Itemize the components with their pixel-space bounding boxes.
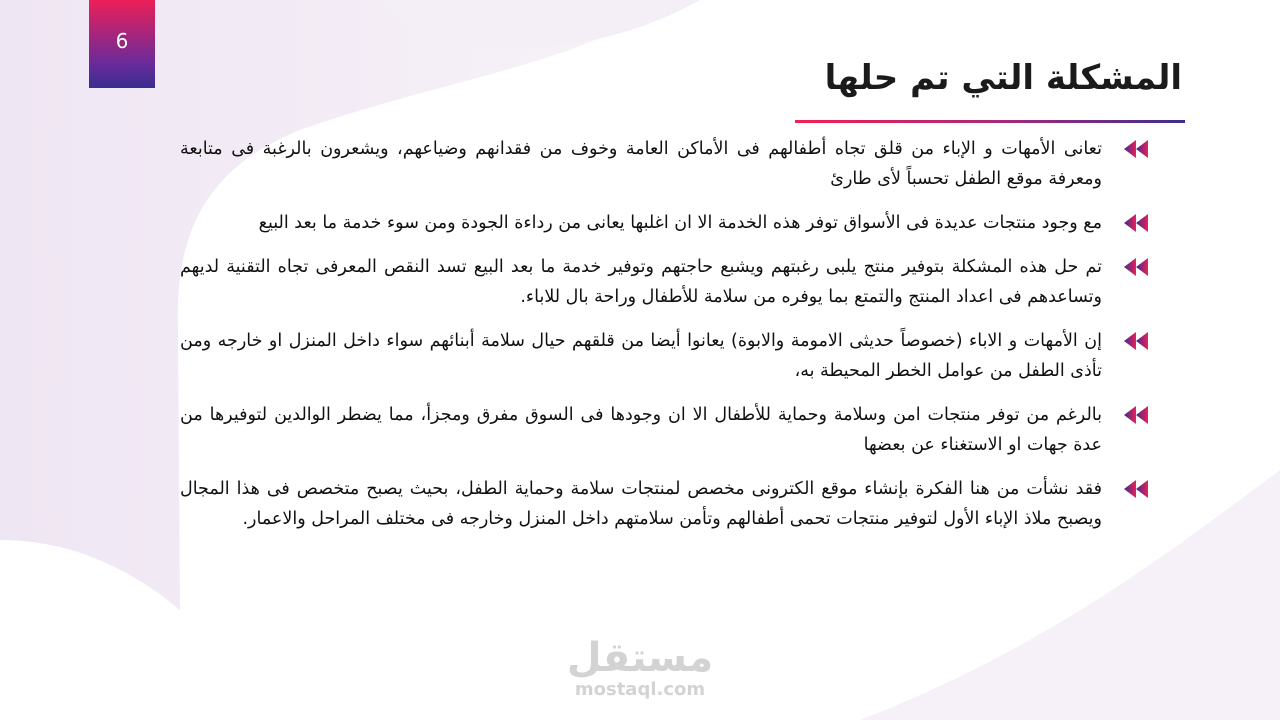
bullet-text: بالرغم من توفر منتجات امن وسلامة وحماية للأطفال الا ان وجودها فى السوق مفرق ومجزأ، مما يضطر الوالدين لتوفيرها من عدة جهات او الاستغناء عن بعضها xyxy=(180,405,1102,455)
bullet-text: فقد نشأت من هنا الفكرة بإنشاء موقع الكترونى مخصص لمنتجات سلامة وحماية الطفل، بحيث يصبح متخصص فى هذا المجال ويصبح ملاذ الإباء الأول لتوفير منتجات تحمى أطفالهم وتأمن سلامتهم داخل المنزل وخارجه فى مختلف المراحل والاعمار. xyxy=(180,479,1102,529)
slide-title: المشكلة التي تم حلها xyxy=(824,58,1182,98)
mostaql-watermark xyxy=(560,636,720,700)
bullet-text: تم حل هذه المشكلة بتوفير منتج يلبى رغبتهم ويشبع حاجتهم وتوفير خدمة ما بعد البيع تسد النقص المعرفى تجاه التقنية لديهم وتساعدهم فى اعداد المنتج والتمتع بما يوفره من سلامة للأطفال وراحة بال للاباء. xyxy=(180,257,1102,307)
double-arrow-bullet-icon xyxy=(1122,480,1150,498)
page-number-badge xyxy=(89,0,155,88)
bullet-text: إن الأمهات و الاباء (خصوصاً حديثى الامومة والابوة) يعانوا أيضا من قلقهم حيال سلامة أبنائهم سواء داخل المنزل او خارجه ومن تأذى الطفل من عوامل الخطر المحيطة به، xyxy=(180,331,1102,381)
bullet-item xyxy=(180,252,1150,312)
watermark-latin-text: mostaql.com xyxy=(574,679,706,700)
watermark-arabic-logo: مستقل xyxy=(566,635,714,681)
title-underline xyxy=(795,120,1185,123)
bullet-text: مع وجود منتجات عديدة فى الأسواق توفر هذه الخدمة الا ان اغلبها يعانى من رداءة الجودة ومن سوء خدمة ما بعد البيع xyxy=(258,213,1102,233)
double-arrow-bullet-icon xyxy=(1122,140,1150,158)
bullet-list xyxy=(180,134,1150,548)
bullet-item xyxy=(180,474,1150,534)
bullet-text: تعانى الأمهات و الإباء من قلق تجاه أطفالهم فى الأماكن العامة وخوف من فقدانهم وضياعهم، ويشعرون بالرغبة فى متابعة ومعرفة موقع الطفل تحسباً لأى طارئ xyxy=(180,139,1102,189)
page-number: 6 xyxy=(115,29,129,53)
bullet-item xyxy=(180,400,1150,460)
double-arrow-bullet-icon xyxy=(1122,406,1150,424)
bullet-item xyxy=(180,208,1150,238)
bullet-item xyxy=(180,134,1150,194)
bullet-item xyxy=(180,326,1150,386)
double-arrow-bullet-icon xyxy=(1122,332,1150,350)
double-arrow-bullet-icon xyxy=(1122,258,1150,276)
double-arrow-bullet-icon xyxy=(1122,214,1150,232)
